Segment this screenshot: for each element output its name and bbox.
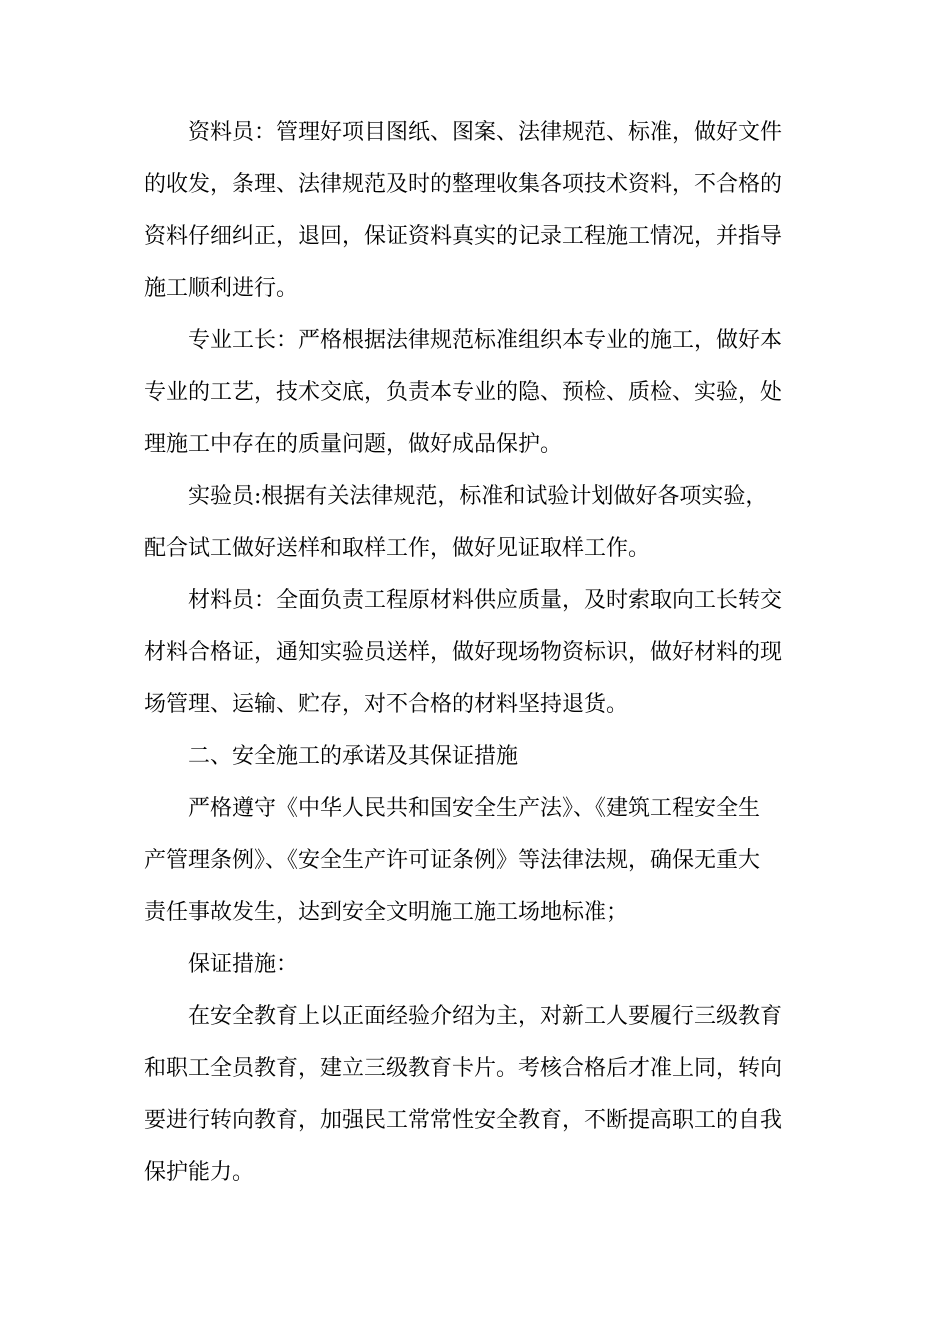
text-line: 场管理、运输、贮存，对不合格的材料坚持退货。 [144,692,629,717]
text-line: 保证措施： [188,952,299,977]
paragraph-material-clerk [144,575,800,731]
text-line: 材料合格证，通知实验员送样，做好现场物资标识，做好材料的现 [144,640,783,665]
text-line: 严格遵守《中华人民共和国安全生产法》、《建筑工程安全生 [188,796,761,821]
text-line: 配合试工做好送样和取样工作，做好见证取样工作。 [144,536,651,561]
text-line: 的收发，条理、法律规范及时的整理收集各项技术资料，不合格的 [144,172,783,197]
text-line: 二、安全施工的承诺及其保证措施 [188,744,519,769]
text-line: 资料仔细纠正，退回，保证资料真实的记录工程施工情况，并指导 [144,224,783,249]
text-line: 责任事故发生，达到安全文明施工施工场地标准； [144,900,629,925]
text-line: 在安全教育上以正面经验介绍为主，对新工人要履行三级教育 [188,1004,783,1029]
paragraph-document-clerk [144,107,800,315]
text-line: 理施工中存在的质量问题，做好成品保护。 [144,432,563,457]
paragraph-safety-education [144,991,800,1199]
text-line: 要进行转向教育，加强民工常常性安全教育，不断提高职工的自我 [144,1108,783,1133]
text-line: 产管理条例》、《安全生产许可证条例》等法律法规，确保无重大 [144,848,761,873]
section-heading-safety [144,731,800,783]
text-line: 和职工全员教育，建立三级教育卡片。考核合格后才准上同，转向 [144,1056,783,1081]
paragraph-lab-technician [144,471,800,575]
text-line: 材料员：全面负责工程原材料供应质量，及时索取向工长转交 [188,588,783,613]
text-line: 实验员:根据有关法律规范，标准和试验计划做好各项实验， [188,484,768,509]
document-page [144,107,800,1199]
text-line: 资料员：管理好项目图纸、图案、法律规范、标准，做好文件 [188,120,783,145]
text-line: 专业工长：严格根据法律规范标准组织本专业的施工，做好本 [188,328,783,353]
text-line: 保护能力。 [144,1160,255,1185]
paragraph-safety-laws [144,783,800,939]
paragraph-foreman [144,315,800,471]
text-line: 专业的工艺，技术交底，负责本专业的隐、预检、质检、实验，处 [144,380,783,405]
paragraph-guarantee-label [144,939,800,991]
text-line: 施工顺利进行。 [144,276,299,301]
